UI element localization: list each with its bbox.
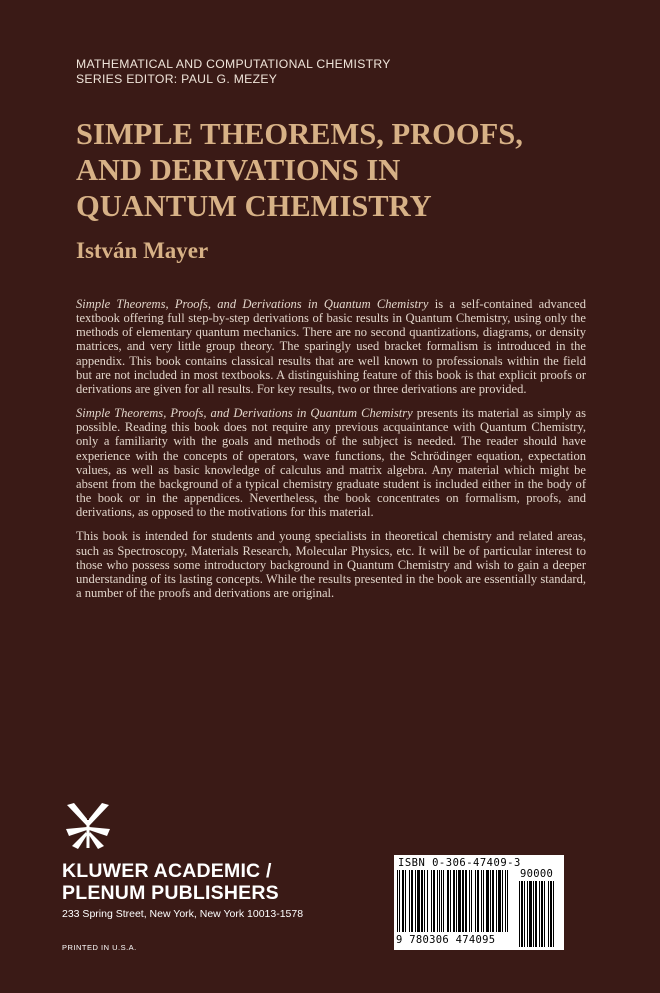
barcode-bar xyxy=(427,870,428,932)
book-title xyxy=(76,116,596,224)
barcode-bar xyxy=(507,870,508,932)
book-title-line-2: AND DERIVATIONS IN xyxy=(76,153,401,187)
description-paragraph-3: This book is intended for students and young specialists in theoretical chemistry and related areas, such as Spectroscopy, Materials Research, Molecular Physics, etc. It will be of particular interest to those who possess some introductory background in Quantum Chemistry and wish to gain a deeper understanding of its lasting concepts. While the results presented in the book are essentially standard, a number of the proofs and derivations are original. xyxy=(76,529,586,600)
barcode-bar xyxy=(458,870,461,932)
barcode-bar xyxy=(527,881,528,947)
barcode-bar xyxy=(535,881,537,947)
barcode-bar xyxy=(456,870,457,932)
description-paragraph-2 xyxy=(76,406,586,519)
series-editor: SERIES EDITOR: PAUL G. MEZEY xyxy=(76,72,278,86)
description-text: is a self-contained advanced textbook offering full step-by-step derivations of basic results in Quantum Chemistry, using only the methods of elementary quantum mechanics. There are no second quantizations, diagrams, or density matrices, and very little group theory. The sparingly used bracket formalism is introduced in the appendix. This book contains classical results that are well known to professionals within the field but are not included in most textbooks. A distinguishing feature of this book is that explicit proofs or derivations are given for all results. For key results, two or three derivations are provided. xyxy=(76,297,586,396)
barcode-bar xyxy=(424,870,425,932)
barcode-bar xyxy=(417,870,420,932)
ean-barcode-bars xyxy=(397,870,515,932)
kluwer-butterfly-logo-icon xyxy=(64,802,112,850)
publisher-address: 233 Spring Street, New York, New York 10013-1578 xyxy=(62,908,304,920)
barcode-bar xyxy=(475,870,476,932)
barcode-bar xyxy=(431,870,432,932)
barcode-bar xyxy=(539,881,540,947)
barcode-bar xyxy=(409,870,410,932)
barcode-bar xyxy=(481,870,482,932)
barcode-bar xyxy=(529,881,532,947)
barcode-bar xyxy=(399,870,400,932)
publisher-block xyxy=(62,860,303,920)
barcode-bar xyxy=(477,870,479,932)
barcode-bar xyxy=(462,870,464,932)
description-title-italic: Simple Theorems, Proofs, and Derivations in Quantum Chemistry xyxy=(76,297,429,311)
barcode-bar xyxy=(453,870,455,932)
description-text: presents its material as simply as possible. Reading this book does not require any previous acquaintance with Quantum Chemistry, only a familiarity with the goals and methods of the subject is needed. The reader should have experience with the concepts of operators, wave functions, the Schrödinger equation, expectation values, as well as basic knowledge of calculus and matrix algebra. Any material which might be absent from the background of a typical chemistry graduate student is included either in the body of the book or in the appendices. Nevertheless, the book concentrates on formalism, proofs, and derivations, as opposed to the motivations for this material. xyxy=(76,406,586,520)
barcode-addon-code: 90000 xyxy=(520,868,554,880)
barcode-bar xyxy=(544,881,545,947)
barcode-bar xyxy=(411,870,413,932)
addon-barcode-bars xyxy=(519,881,561,947)
series-name: MATHEMATICAL AND COMPUTATIONAL CHEMISTRY xyxy=(76,57,391,71)
barcode-bar xyxy=(521,881,523,947)
barcode-bar xyxy=(553,881,554,947)
barcode-bar xyxy=(498,870,501,932)
barcode-bar xyxy=(421,870,423,932)
barcode-bar xyxy=(397,870,398,932)
barcode-bar xyxy=(505,870,506,932)
barcode-bar xyxy=(465,870,467,932)
isbn-label: ISBN 0-306-47409-3 xyxy=(398,857,521,869)
barcode-bar xyxy=(439,870,440,932)
barcode-bar xyxy=(519,881,520,947)
barcode-bar xyxy=(486,870,489,932)
barcode-bar xyxy=(443,870,444,932)
barcode-bar xyxy=(490,870,491,932)
barcode-bar xyxy=(548,881,549,947)
printed-in-label: PRINTED IN U.S.A. xyxy=(62,943,137,952)
barcode-bar xyxy=(524,881,525,947)
barcode-bar xyxy=(450,870,451,932)
barcode-bar xyxy=(541,881,543,947)
barcode-bar xyxy=(496,870,497,932)
barcode-bar xyxy=(471,870,472,932)
barcode-bar xyxy=(447,870,449,932)
description xyxy=(76,297,586,610)
barcode xyxy=(394,855,564,950)
series-header xyxy=(76,57,391,87)
publisher-name-line-1: KLUWER ACADEMIC / xyxy=(62,860,272,882)
author-name: István Mayer xyxy=(76,238,209,263)
barcode-bar xyxy=(483,870,484,932)
barcode-bar xyxy=(402,870,404,932)
book-title-line-1: SIMPLE THEOREMS, PROOFS, xyxy=(76,117,523,151)
publisher-name-line-2: PLENUM PUBLISHERS xyxy=(62,882,279,904)
barcode-bar xyxy=(469,870,470,932)
barcode-bar xyxy=(550,881,552,947)
book-title-line-3: QUANTUM CHEMISTRY xyxy=(76,189,432,223)
barcode-bar xyxy=(405,870,406,932)
barcode-bar xyxy=(437,870,438,932)
barcode-bar xyxy=(415,870,416,932)
barcode-bar xyxy=(492,870,494,932)
ean-number: 9 780306 474095 xyxy=(396,934,496,946)
barcode-bar xyxy=(441,870,442,932)
barcode-bar xyxy=(502,870,503,932)
barcode-bar xyxy=(433,870,435,932)
description-paragraph-1 xyxy=(76,297,586,396)
description-title-italic: Simple Theorems, Proofs, and Derivations in Quantum Chemistry xyxy=(76,406,413,421)
barcode-bar xyxy=(533,881,534,947)
